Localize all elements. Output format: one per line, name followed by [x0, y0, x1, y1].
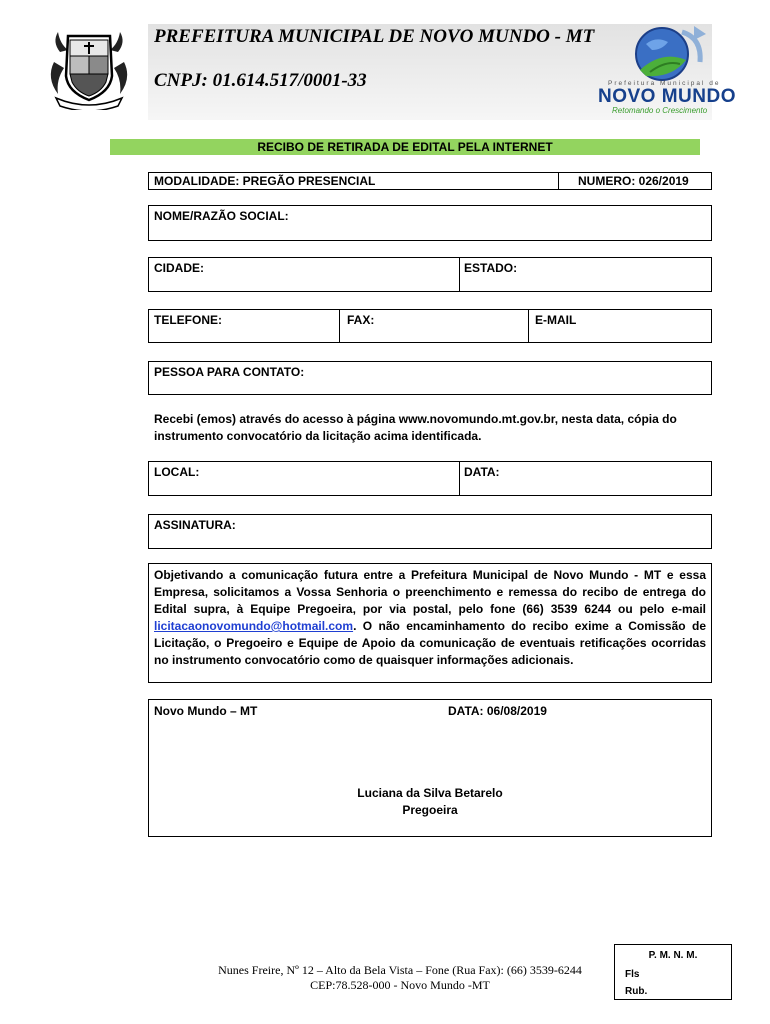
notice-text-before: Objetivando a comunicação futura entre a Prefeitura Municipal de Novo Mundo - MT e essa Empresa, solicitamos a Vossa Senhoria o preenchimento e remessa do recibo de entrega do Edital supra, à Equipe Pregoeira, por via postal, pelo fone (66) 3539 6244 ou pelo e-mail [154, 568, 706, 616]
divider [339, 310, 340, 342]
estado-label: ESTADO: [464, 261, 518, 275]
modalidade-row [148, 172, 712, 190]
footer-address-line1: Nunes Freire, Nº 12 – Alto da Bela Vista – Fone (Rua Fax): (66) 3539-6244 [218, 963, 582, 977]
logo-name: NOVO MUNDO [598, 86, 736, 107]
cnpj-line: CNPJ: 01.614.517/0001-33 [154, 70, 367, 91]
municipal-crest-icon [46, 22, 132, 110]
cidade-estado-row [148, 257, 712, 292]
signature-name: Luciana da Silva Betarelo [357, 786, 503, 800]
email-label: E-MAIL [535, 313, 577, 327]
nome-label: NOME/RAZÃO SOCIAL: [154, 209, 289, 223]
telefone-label: TELEFONE: [154, 313, 222, 327]
divider [459, 258, 460, 291]
divider [528, 310, 529, 342]
modalidade-label: MODALIDADE: PREGÃO PRESENCIAL [154, 174, 376, 188]
signature-date: DATA: 06/08/2019 [448, 704, 547, 718]
divider [459, 462, 460, 495]
footer-address [190, 963, 610, 993]
logo-top-text: Prefeitura Municipal de [608, 80, 721, 87]
signature-box [148, 699, 712, 837]
data-label: DATA: [464, 465, 500, 479]
notice-box [148, 563, 712, 683]
cidade-label: CIDADE: [154, 261, 204, 275]
signature-place: Novo Mundo – MT [154, 704, 258, 718]
contato-field[interactable] [148, 361, 712, 395]
notice-text [154, 567, 706, 669]
pmnm-label: P. M. N. M. [648, 950, 698, 961]
signature-role: Pregoeira [402, 803, 458, 817]
fls-label: Fls [625, 969, 640, 980]
assinatura-field[interactable] [148, 514, 712, 549]
form-heading: RECIBO DE RETIRADA DE EDITAL PELA INTERNET [110, 139, 700, 155]
pmnm-stamp [614, 944, 732, 1000]
contact-row [148, 309, 712, 343]
contato-label: PESSOA PARA CONTATO: [154, 365, 305, 379]
nome-field[interactable] [148, 205, 712, 241]
notice-text-after: . O não encaminhamento do recibo exime a Comissão de Licitação, o Pregoeiro e Equipe de Apoio da comunicação de eventuais retificações ocorridas no instrumento convocatório como de quaisquer informações adicionais. [154, 619, 706, 667]
local-label: LOCAL: [154, 465, 200, 479]
numero-label: NUMERO: 026/2019 [578, 174, 689, 188]
assinatura-label: ASSINATURA: [154, 518, 236, 532]
declaration-text: Recebi (emos) através do acesso à página www.novomundo.mt.gov.br, nesta data, cópia do instrumento convocatório da licitação acima identificada. [154, 412, 677, 443]
rub-label: Rub. [625, 986, 648, 997]
footer-address-line2: CEP:78.528-000 - Novo Mundo -MT [310, 978, 490, 992]
novo-mundo-logo-icon [616, 20, 716, 86]
local-data-row [148, 461, 712, 496]
page-title: PREFEITURA MUNICIPAL DE NOVO MUNDO - MT [154, 26, 595, 47]
divider [558, 173, 559, 189]
logo-slogan: Retomando o Crescimento [612, 106, 708, 115]
notice-email-link[interactable]: licitacaonovomundo@hotmail.com [154, 619, 354, 633]
fax-label: FAX: [347, 313, 375, 327]
